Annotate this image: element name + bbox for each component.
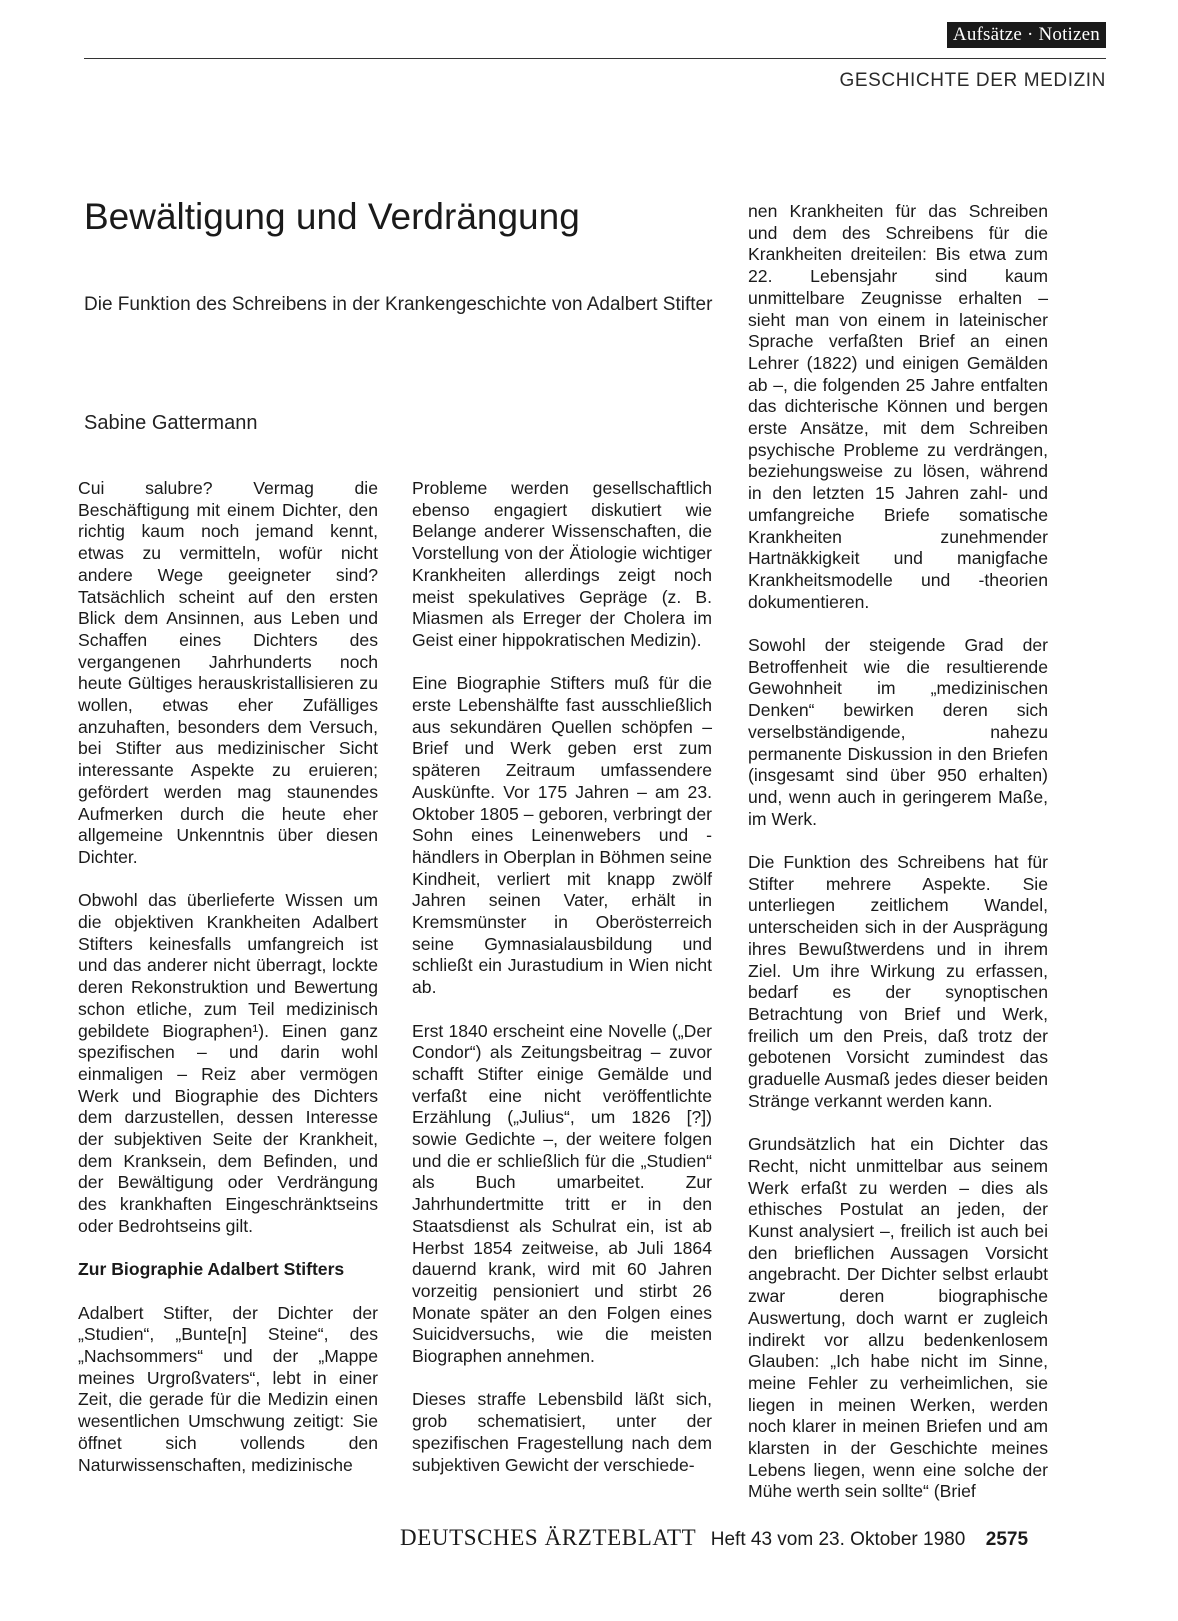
article-author: Sabine Gattermann (84, 412, 258, 434)
page-number: 2575 (985, 1529, 1029, 1550)
paragraph: Erst 1840 erscheint eine Novelle („Der Condor“) als Zeitungsbeitrag – zuvor schafft Stifter einige Gemälde und verfaßt eine nicht veröffentlichte Erzählung („Julius“, um 1826 [?]) sowie Gedichte –, der weitere folgen und die er schließlich für die „Studien“ als Buch umarbeitet. Zur Jahrhundertmitte tritt er in den Staatsdienst als Schulrat ein, ist ab Herbst 1854 zeitweise, ab Juli 1864 dauernd krank, wird mit 60 Jahren vorzeitig pensioniert und stirbt 26 Monate später an den Folgen eines Suicidversuchs, wie die meisten Biographen annehmen. (412, 1020, 712, 1367)
paragraph: Eine Biographie Stifters muß für die erste Lebenshälfte fast ausschließlich aus sekundären Quellen schöpfen – Brief und Werk geben erst zum späteren Zeitraum umfassendere Auskünfte. Vor 175 Jahren – am 23. Oktober 1805 – geboren, verbringt der Sohn eines Leinenwebers und -händlers in Oberplan in Böhmen seine Kindheit, verliert mit knapp zwölf Jahren seinen Vater, erhält in Kremsmünster in Oberösterreich seine Gymnasialausbildung und schließt ein Jurastudium in Wien nicht ab. (412, 673, 712, 998)
column-1 (78, 478, 378, 1498)
journal-name: DEUTSCHES ÄRZTEBLATT (400, 1525, 697, 1550)
article-subtitle: Die Funktion des Schreibens in der Krankengeschichte von Adalbert Stifter (84, 294, 713, 315)
paragraph: nen Krankheiten für das Schreiben und dem des Schreibens für die Krankheiten dreiteilen: Bis etwa zum 22. Lebensjahr sind kaum unmittelbare Zeugnisse erhalten – sieht man von einem in lateinischer Sprache verfaßten Brief an einen Lehrer (1822) und einigen Gemälden ab –, die folgenden 25 Jahre entfalten das dichterische Können und bergen erste Ansätze, mit dem Schreiben psychische Probleme zu verdrängen, beziehungsweise zu lösen, während in den letzten 15 Jahren zahl- und umfangreiche Briefe somatische Krankheiten zunehmender Hartnäkkigkeit und manigfache Krankheitsmodelle und -theorien dokumentieren. (748, 201, 1048, 612)
top-rule (84, 58, 1106, 59)
column-3 (748, 201, 1048, 1525)
article-title: Bewältigung und Verdrängung (84, 196, 580, 237)
section-title: GESCHICHTE DER MEDIZIN (839, 70, 1106, 91)
paragraph: Obwohl das überlieferte Wissen um die objektiven Krankheiten Adalbert Stifters keinesfalls umfangreich ist und das anderer nicht überragt, lockte deren Rekonstruktion und Bewertung schon etliche, zum Teil medizinisch gebildete Biographen¹). Einen ganz spezifischen – und darin wohl einmaligen – Reiz aber vermögen Werk und Biographie des Dichters dem darzustellen, dessen Interesse der subjektiven Seite der Krankheit, dem Kranksein, dem Befinden, und der Bewältigung oder Verdrängung des krankhaften Eingeschränktseins oder Bedrohtseins gilt. (78, 890, 378, 1236)
section-tag: Aufsätze · Notizen (947, 22, 1106, 48)
paragraph: Probleme werden gesellschaftlich ebenso engagiert diskutiert wie Belange anderer Wissenschaften, die Vorstellung von der Ätiologie wichtiger Krankheiten allerdings zeigt noch meist spekulatives Gepräge (z. B. Miasmen als Erreger der Cholera im Geist einer hippokratischen Medizin). (412, 478, 712, 650)
paragraph: Adalbert Stifter, der Dichter der „Studien“, „Bunte[n] Steine“, des „Nachsommers“ und der „Mappe meines Urgroßvaters“, lebt in einer Zeit, die gerade für die Medizin einen wesentlichen Umschwung zeitigt: Sie öffnet sich vollends den Naturwissenschaften, medizinische (78, 1302, 378, 1475)
subheading: Zur Biographie Adalbert Stifters (78, 1259, 345, 1280)
issue-info: Heft 43 vom 23. Oktober 1980 (710, 1529, 966, 1550)
column-2 (412, 478, 712, 1498)
paragraph: Sowohl der steigende Grad der Betroffenheit wie die resultierende Gewohnheit im „medizinischen Denken“ bewirken deren sich verselbständigende, nahezu permanente Diskussion in den Briefen (insgesamt sind über 950 erhalten) und, wenn auch in geringerem Maße, im Werk. (748, 635, 1048, 829)
paragraph: Grundsätzlich hat ein Dichter das Recht, nicht unmittelbar aus seinem Werk erfaßt zu werden – dies als ethisches Postulat an jeden, der Kunst analysiert –, freilich ist auch bei den brieflichen Aussagen Vorsicht angebracht. Der Dichter selbst erlaubt zwar deren biographische Auswertung, doch warnt er zugleich indirekt vor allzu bedenkenlosem Glauben: „Ich habe nicht im Sinne, meine Fehler zu verheimlichen, sie liegen in meinen Werken, werden noch klarer in meinen Briefen und am klarsten in der Geschichte meines Lebens liegen, wenn eine solche der Mühe werth sein sollte“ (Brief (748, 1134, 1048, 1502)
paragraph: Die Funktion des Schreibens hat für Stifter mehrere Aspekte. Sie unterliegen zeitlichem Wandel, unterscheiden sich in der Ausprägung ihres Bewußtwerdens und in ihrem Ziel. Um ihre Wirkung zu erfassen, bedarf es der synoptischen Betrachtung von Brief und Werk, freilich um den Preis, daß trotz der gebotenen Vorsicht zumindest das graduelle Ausmaß jedes dieser beiden Stränge verkannt werden kann. (748, 852, 1048, 1111)
paragraph: Dieses straffe Lebensbild läßt sich, grob schematisiert, unter der spezifischen Fragestellung nach dem subjektiven Gewicht der verschiede- (412, 1389, 712, 1475)
paragraph: Cui salubre? Vermag die Beschäftigung mit einem Dichter, den richtig kaum noch jemand kennt, etwas zu vermitteln, wofür nicht andere Wege geeigneter sind? Tatsächlich scheint auf den ersten Blick dem Ansinnen, aus Leben und Schaffen eines Dichters des vergangenen Jahrhunderts noch heute Gültiges herauskristallisieren zu wollen, etwas eher Zufälliges anzuhaften, besonders dem Versuch, bei Stifter aus medizinischer Sicht interessante Aspekte zu eruieren; gefördert werden mag staunendes Aufmerken durch die heute eher allgemeine Unkenntnis über diesen Dichter. (78, 478, 378, 867)
page-footer (400, 1525, 1106, 1551)
